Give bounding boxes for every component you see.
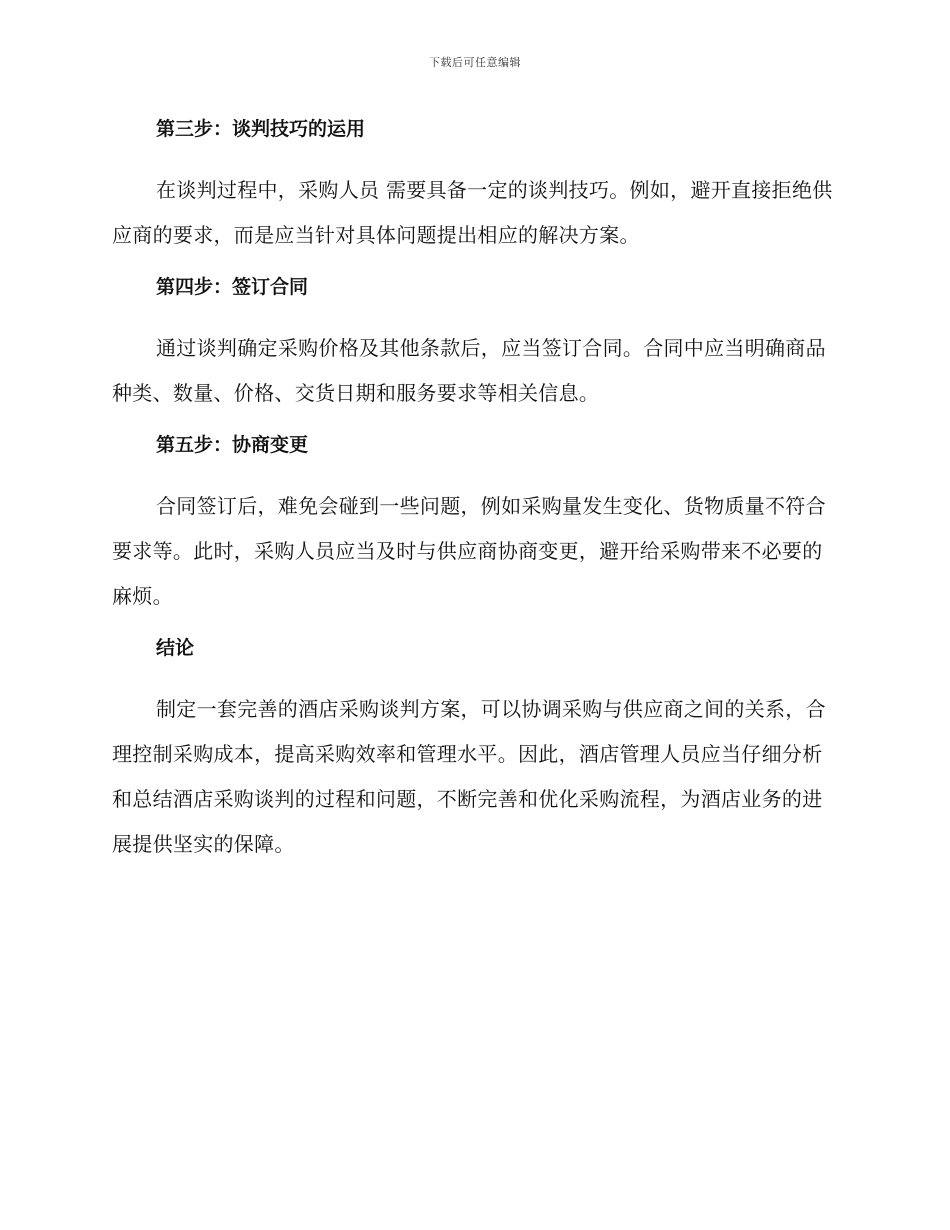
section-heading-conclusion: 结论 — [156, 637, 195, 659]
section-heading-step4: 第四步：签订合同 — [156, 276, 309, 298]
section-paragraph-step3: 在谈判过程中，采购人员 需要具备一定的谈判技巧。例如，避开直接拒绝供应商的要求，而是应当针对具体问题提出相应的解决方案。 — [112, 178, 833, 247]
header-note: 下载后可任意编辑 — [429, 56, 521, 69]
document-body — [112, 112, 838, 867]
section-heading-step5: 第五步：协商变更 — [156, 434, 309, 456]
section-paragraph-step4: 通过谈判确定采购价格及其他条款后，应当签订合同。合同中应当明确商品种类、数量、价格、交货日期和服务要求等相关信息。 — [112, 336, 826, 405]
section-paragraph-step5: 合同签订后，难免会碰到一些问题，例如采购量发生变化、货物质量不符合要求等。此时，采购人员应当及时与供应商协商变更，避开给采购带来不必要的麻烦。 — [112, 494, 826, 608]
section-paragraph-conclusion: 制定一套完善的酒店采购谈判方案，可以协调采购与供应商之间的关系，合理控制采购成本，提高采购效率和管理水平。因此，酒店管理人员应当仔细分析和总结酒店采购谈判的过程和问题，不断完善和优化采购流程，为酒店业务的进展提供坚实的保障。 — [112, 697, 826, 856]
section-heading-step3: 第三步：谈判技巧的运用 — [156, 118, 366, 140]
